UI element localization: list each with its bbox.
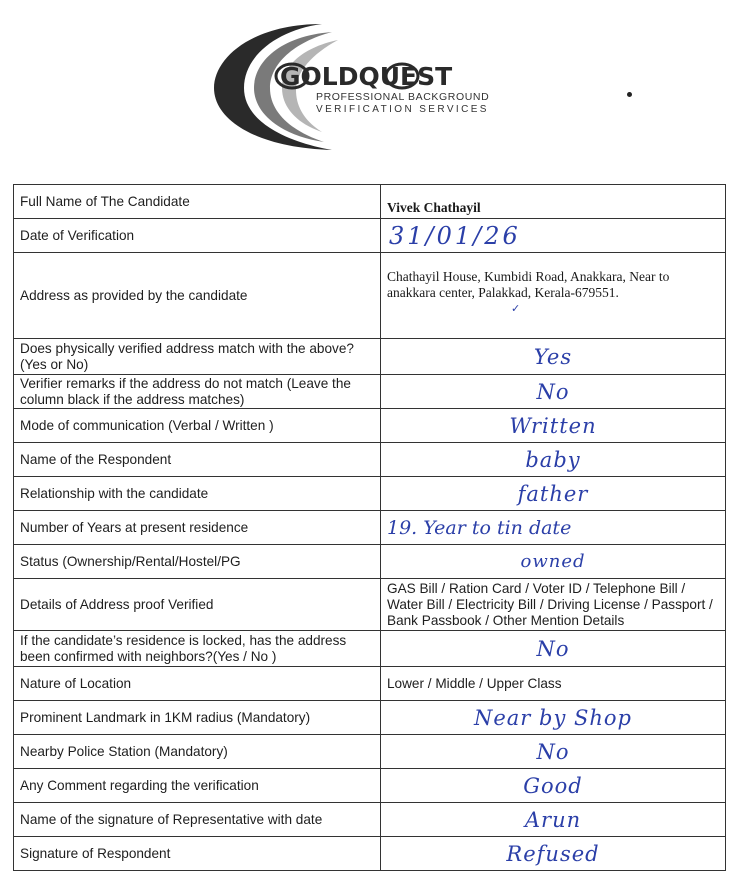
table-row xyxy=(14,631,726,667)
residence-status: owned xyxy=(520,550,586,572)
row-label: Any Comment regarding the verification xyxy=(14,769,381,803)
verification-date: 31/01/26 xyxy=(389,221,521,250)
table-row xyxy=(14,443,726,477)
table-row xyxy=(14,667,726,701)
row-label: Prominent Landmark in 1KM radius (Mandatory) xyxy=(14,701,381,735)
table-row xyxy=(14,511,726,545)
row-value xyxy=(381,253,726,339)
row-label: Signature of Respondent xyxy=(14,837,381,871)
candidate-name: Vivek Chathayil xyxy=(387,199,481,215)
table-row xyxy=(14,219,726,253)
row-label: Nature of Location xyxy=(14,667,381,701)
table-row xyxy=(14,837,726,871)
row-label: Name of the Respondent xyxy=(14,443,381,477)
logo-wordmark: GOLDQUEST xyxy=(280,62,453,91)
row-label: Address as provided by the candidate xyxy=(14,253,381,339)
row-value xyxy=(381,701,726,735)
prominent-landmark: Near by Shop xyxy=(473,705,632,730)
row-label: Nearby Police Station (Mandatory) xyxy=(14,735,381,769)
table-row xyxy=(14,545,726,579)
row-label: Details of Address proof Verified xyxy=(14,579,381,631)
table-row xyxy=(14,185,726,219)
tick-mark: ✓ xyxy=(511,303,521,315)
row-value xyxy=(381,339,726,375)
table-row xyxy=(14,579,726,631)
row-label: Relationship with the candidate xyxy=(14,477,381,511)
row-value xyxy=(381,837,726,871)
address-proof-options: GAS Bill / Ration Card / Voter ID / Telephone Bill / Water Bill / Electricity Bill / Driving License / Passport / Bank Passbook / Other Mention Details xyxy=(381,579,726,631)
table-row xyxy=(14,409,726,443)
company-logo xyxy=(212,18,532,153)
row-value xyxy=(381,185,726,219)
row-value xyxy=(381,409,726,443)
row-value xyxy=(381,769,726,803)
row-label: Date of Verification xyxy=(14,219,381,253)
address-match-answer: Yes xyxy=(533,344,573,369)
row-value xyxy=(381,631,726,667)
row-label: Mode of communication (Verbal / Written ) xyxy=(14,409,381,443)
table-row xyxy=(14,253,726,339)
table-row xyxy=(14,375,726,409)
row-value xyxy=(381,219,726,253)
row-label: Full Name of The Candidate xyxy=(14,185,381,219)
table-row xyxy=(14,477,726,511)
row-label: If the candidate’s residence is locked, has the address been confirmed with neighbors?(Yes / No ) xyxy=(14,631,381,667)
relationship: father xyxy=(517,481,589,506)
row-value xyxy=(381,375,726,409)
row-label: Name of the signature of Representative with date xyxy=(14,803,381,837)
respondent-name: baby xyxy=(525,447,581,472)
table-row xyxy=(14,803,726,837)
row-value xyxy=(381,443,726,477)
row-value xyxy=(381,735,726,769)
table-row xyxy=(14,339,726,375)
table-row xyxy=(14,735,726,769)
table-row xyxy=(14,769,726,803)
verification-form xyxy=(13,184,726,871)
row-label: Does physically verified address match with the above? (Yes or No) xyxy=(14,339,381,375)
logo-tagline-1: PROFESSIONAL BACKGROUND xyxy=(316,91,490,103)
police-station: No xyxy=(536,739,570,764)
years-at-residence: 19. Year to tin date xyxy=(387,516,572,539)
table-row xyxy=(14,701,726,735)
row-label: Verifier remarks if the address do not match (Leave the column black if the address matches) xyxy=(14,375,381,409)
location-class-options: Lower / Middle / Upper Class xyxy=(381,667,726,701)
row-value xyxy=(381,477,726,511)
respondent-signature: Refused xyxy=(506,841,600,866)
communication-mode: Written xyxy=(509,413,597,438)
candidate-address: Chathayil House, Kumbidi Road, Anakkara, Near to anakkara center, Palakkad, Kerala-679551. xyxy=(387,269,670,300)
neighbor-confirmation: No xyxy=(536,636,570,661)
verifier-remarks: No xyxy=(536,379,570,404)
row-label: Number of Years at present residence xyxy=(14,511,381,545)
row-value xyxy=(381,803,726,837)
representative-signature: Arun xyxy=(524,807,582,832)
row-label: Status (Ownership/Rental/Hostel/PG xyxy=(14,545,381,579)
row-value xyxy=(381,545,726,579)
row-value xyxy=(381,511,726,545)
logo-tagline-2: VERIFICATION SERVICES xyxy=(316,104,489,115)
verification-comment: Good xyxy=(523,773,583,798)
ink-dot xyxy=(627,92,632,97)
